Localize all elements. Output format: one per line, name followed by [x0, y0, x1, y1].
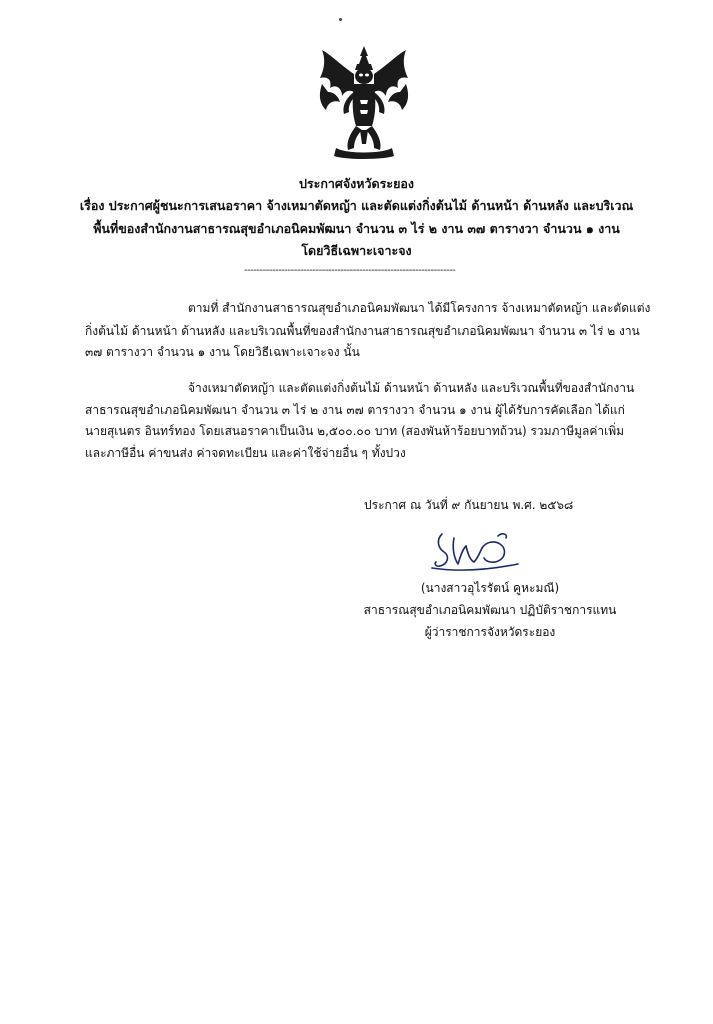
- paragraph-line: สาธารณสุขอำเภอนิคมพัฒนา จำนวน ๓ ไร่ ๒ งาน ๓๗ ตารางวา จำนวน ๑ งาน ผู้ได้รับการคัดเลือก ได้แก่: [85, 403, 625, 417]
- paragraph-line: นายสุเนตร อินทร์ทอง โดยเสนอราคาเป็นเงิน ๒,๕๐๐.๐๐ บาท (สองพันห้าร้อยบาทถ้วน) รวมภาษีมูลค่าเพิ่ม: [85, 424, 625, 438]
- garuda-emblem-icon: [316, 44, 412, 162]
- subject-line: โดยวิธีเฉพาะเจาะจง: [301, 243, 412, 258]
- paragraph-line: กิ่งต้นไม้ ด้านหน้า ด้านหลัง และบริเวณพื้นที่ของสำนักงานสาธารณสุขอำเภอนิคมพัฒนา จำนวน ๓ ไร่ ๒ งาน: [85, 324, 640, 338]
- paragraph-line: ๓๗ ตารางวา จำนวน ๑ งาน โดยวิธีเฉพาะเจาะจง นั้น: [85, 345, 360, 359]
- handwritten-signature: [428, 528, 524, 574]
- signer-name: (นางสาวอุไรรัตน์ คูหะมณี): [420, 581, 560, 595]
- subject-line: พื้นที่ของสำนักงานสาธารณสุขอำเภอนิคมพัฒนา จำนวน ๓ ไร่ ๒ งาน ๓๗ ตารางวา จำนวน ๑ งาน: [93, 221, 620, 236]
- paragraph-line: จ้างเหมาตัดหญ้า และตัดแต่งกิ่งต้นไม้ ด้านหน้า ด้านหลัง และบริเวณพื้นที่ของสำนักงาน: [188, 381, 635, 395]
- speck-mark: [339, 18, 342, 21]
- announcement-date: ประกาศ ณ วันที่ ๙ กันยายน พ.ศ. ๒๕๖๘: [364, 498, 574, 512]
- subject-line: เรื่อง ประกาศผู้ชนะการเสนอราคา จ้างเหมาตัดหญ้า และตัดแต่งกิ่งต้นไม้ ด้านหน้า ด้านหลัง และบริเวณ: [79, 198, 634, 213]
- paragraph-line: และภาษีอื่น ค่าขนส่ง ค่าจดทะเบียน และค่าใช้จ่ายอื่น ๆ ทั้งปวง: [85, 446, 406, 460]
- announcement-title: ประกาศจังหวัดระยอง: [298, 176, 415, 191]
- paragraph-line: ตามที่ สำนักงานสาธารณสุขอำเภอนิคมพัฒนา ได้มีโครงการ จ้างเหมาตัดหญ้า และตัดแต่ง: [188, 301, 651, 315]
- signer-position: สาธารณสุขอำเภอนิคมพัฒนา ปฏิบัติราชการแทน: [363, 603, 617, 617]
- divider-line: --------------------------------------------------------------------: [244, 265, 456, 276]
- signer-office: ผู้ว่าราชการจังหวัดระยอง: [424, 625, 556, 639]
